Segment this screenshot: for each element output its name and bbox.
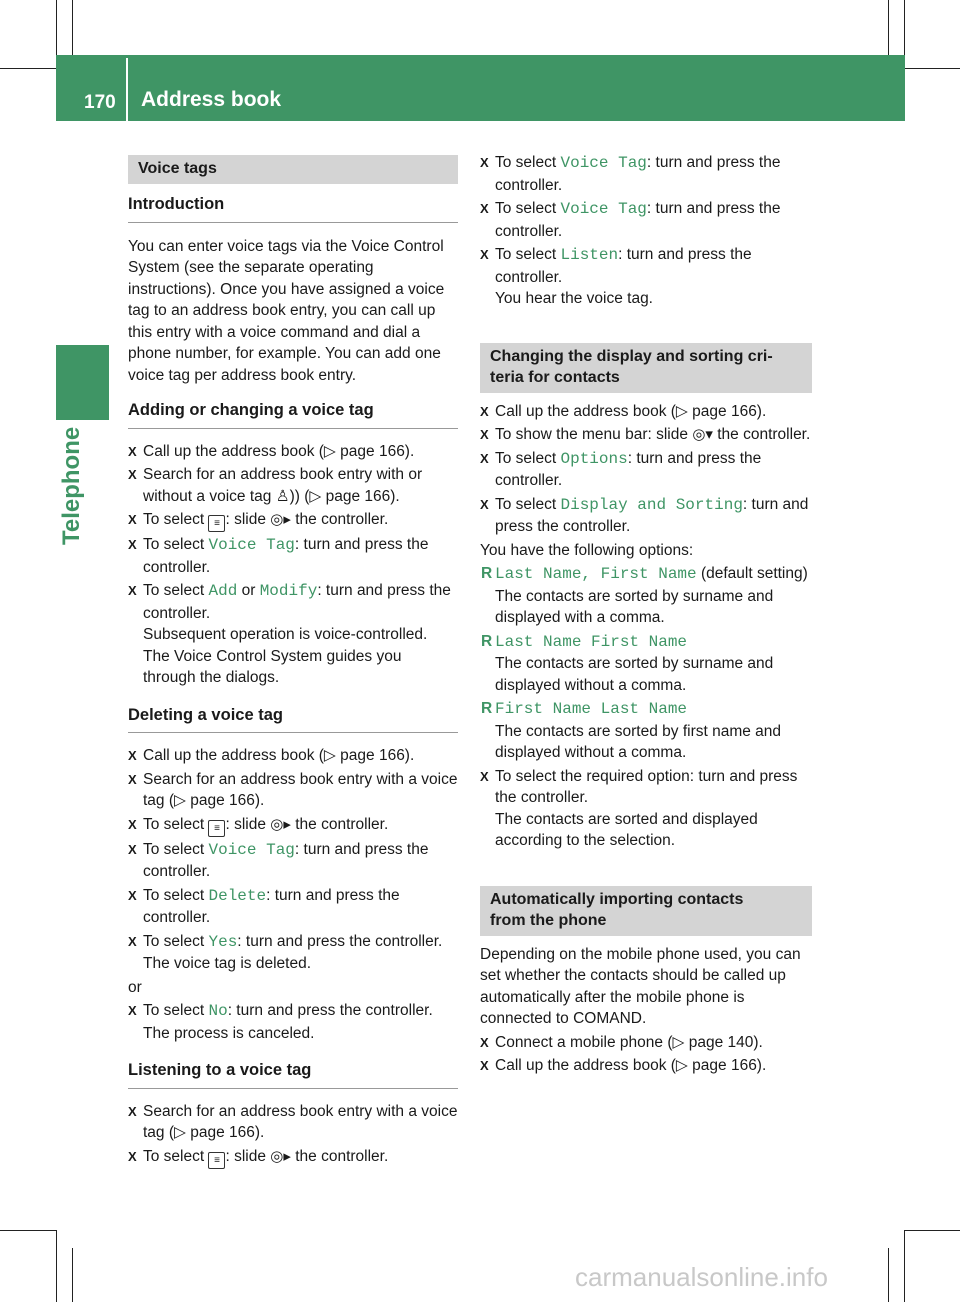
- heading-line: from the phone: [490, 911, 607, 929]
- option-item: R First Name Last Name: [481, 700, 688, 718]
- section-heading: [480, 343, 812, 393]
- step: X To select Delete: turn and press the controller.: [128, 886, 400, 926]
- menu-icon: ≡: [208, 1152, 225, 1169]
- crop-mark: [56, 0, 57, 56]
- crop-mark: [72, 1248, 73, 1302]
- controller-down-icon: ◎▾: [692, 426, 713, 443]
- step: X To select Voice Tag: turn and press the controller.: [128, 840, 429, 880]
- step: X To show the menu bar: slide ◎▾ the controller.: [480, 424, 812, 446]
- heading-line: Changing the display and sorting cri-: [490, 347, 773, 365]
- step: X To select Add or Modify: turn and press the controller. Subsequent operation is voice-controlled. The Voice Control System guides you through the dialogs.: [128, 582, 451, 686]
- options-intro: You have the following options:: [480, 541, 694, 559]
- crop-mark: [904, 0, 905, 56]
- step-list: [128, 441, 458, 689]
- step: X To select ≡ : slide ◎▸ the controller.: [128, 1146, 458, 1169]
- option-list: [480, 563, 812, 764]
- crop-mark: [0, 68, 56, 69]
- chapter-tab: [56, 345, 109, 420]
- subheading: Deleting a voice tag: [128, 705, 458, 734]
- left-column: [128, 155, 458, 1169]
- step: X To select Voice Tag: turn and press the controller.: [480, 200, 781, 240]
- step: X Call up the address book (▷ page 166).: [128, 747, 415, 764]
- crop-mark: [905, 68, 960, 69]
- step: X Call up the address book (▷ page 166).: [480, 402, 767, 420]
- voice-tag-icon: ♙)): [275, 487, 300, 505]
- step: X Search for an address book entry with a voice tag (▷ page 166).: [128, 770, 458, 809]
- step: X To select Options: turn and press the controller.: [480, 449, 762, 489]
- auto-import-text: Depending on the mobile phone used, you can set whether the contacts should be called up automatically after the mobile phone is connected to COMAND.: [480, 945, 801, 1027]
- step: X Search for an address book entry with or without a voice tag ♙)) (▷ page 166).: [128, 466, 423, 505]
- option-description: The contacts are sorted by surname and displayed with a comma.: [495, 587, 774, 626]
- right-column: [480, 152, 812, 1077]
- option-description: The contacts are sorted by first name and displayed without a comma.: [495, 722, 782, 761]
- subheading: Listening to a voice tag: [128, 1060, 458, 1089]
- controller-icon: ◎▸: [270, 815, 291, 833]
- option-item: R Last Name First Name: [481, 632, 688, 651]
- step: X To select ≡ : slide ◎▸ the controller.: [128, 814, 458, 837]
- crop-mark: [888, 1248, 889, 1302]
- step-list: [480, 401, 812, 538]
- or-text: or: [128, 978, 142, 996]
- chapter-label: Telephone: [58, 426, 85, 545]
- watermark: carmanualsonline.info: [575, 1262, 828, 1292]
- step-list: [480, 1032, 812, 1077]
- step-list: [128, 1101, 458, 1169]
- intro-text: You can enter voice tags via the Voice Control System (see the separate operating instructions). Once you have assigned a voice tag to an address book entry, you can call up this entry with a voice command and dial a phone number, for example. You can add one voice tag per address book entry.: [128, 237, 445, 384]
- step: X To select Listen: turn and press the controller. You hear the voice tag.: [480, 246, 752, 307]
- section-heading: [480, 886, 812, 936]
- header-divider: [126, 58, 128, 121]
- crop-mark: [56, 1230, 57, 1302]
- step: X Call up the address book (▷ page 166).: [128, 442, 415, 460]
- step: X To select Voice Tag: turn and press the controller.: [480, 154, 781, 194]
- crop-mark: [888, 0, 889, 56]
- controller-icon: ◎▸: [270, 511, 291, 528]
- crop-mark: [0, 1230, 56, 1231]
- crop-mark: [904, 1230, 905, 1302]
- step: X To select Display and Sorting: turn and press the controller.: [480, 495, 809, 535]
- menu-icon: ≡: [208, 820, 225, 837]
- page-title: Address book: [141, 88, 282, 111]
- step: X To select No: turn and press the controller. The process is canceled.: [128, 1002, 433, 1042]
- step: X To select ≡ : slide ◎▸ the controller.: [128, 509, 458, 532]
- step: X To select Yes: turn and press the controller. The voice tag is deleted.: [128, 932, 443, 972]
- step-list: [128, 745, 458, 1044]
- section-heading: Voice tags: [128, 155, 458, 184]
- step: X To select the required option: turn and press the controller. The contacts are sorted and displayed according to the selection.: [480, 767, 798, 849]
- controller-icon: ◎▸: [270, 1147, 291, 1165]
- crop-mark: [72, 0, 73, 56]
- step: X Connect a mobile phone (▷ page 140).: [480, 1033, 763, 1051]
- option-item: R Last Name, First Name (default setting): [481, 565, 808, 583]
- subheading: Adding or changing a voice tag: [128, 400, 458, 429]
- step: X Call up the address book (▷ page 166).: [480, 1057, 767, 1074]
- page-number: 170: [84, 92, 116, 113]
- crop-mark: [905, 1230, 960, 1231]
- step: X To select Voice Tag: turn and press the controller.: [128, 536, 429, 576]
- subheading: Introduction: [128, 194, 458, 223]
- step: X Search for an address book entry with a voice tag (▷ page 166).: [128, 1102, 458, 1141]
- menu-icon: ≡: [208, 515, 225, 532]
- step-list: [480, 152, 812, 310]
- heading-line: teria for contacts: [490, 368, 620, 386]
- option-description: The contacts are sorted by surname and displayed without a comma.: [495, 655, 774, 694]
- heading-line: Automatically importing contacts: [490, 890, 744, 908]
